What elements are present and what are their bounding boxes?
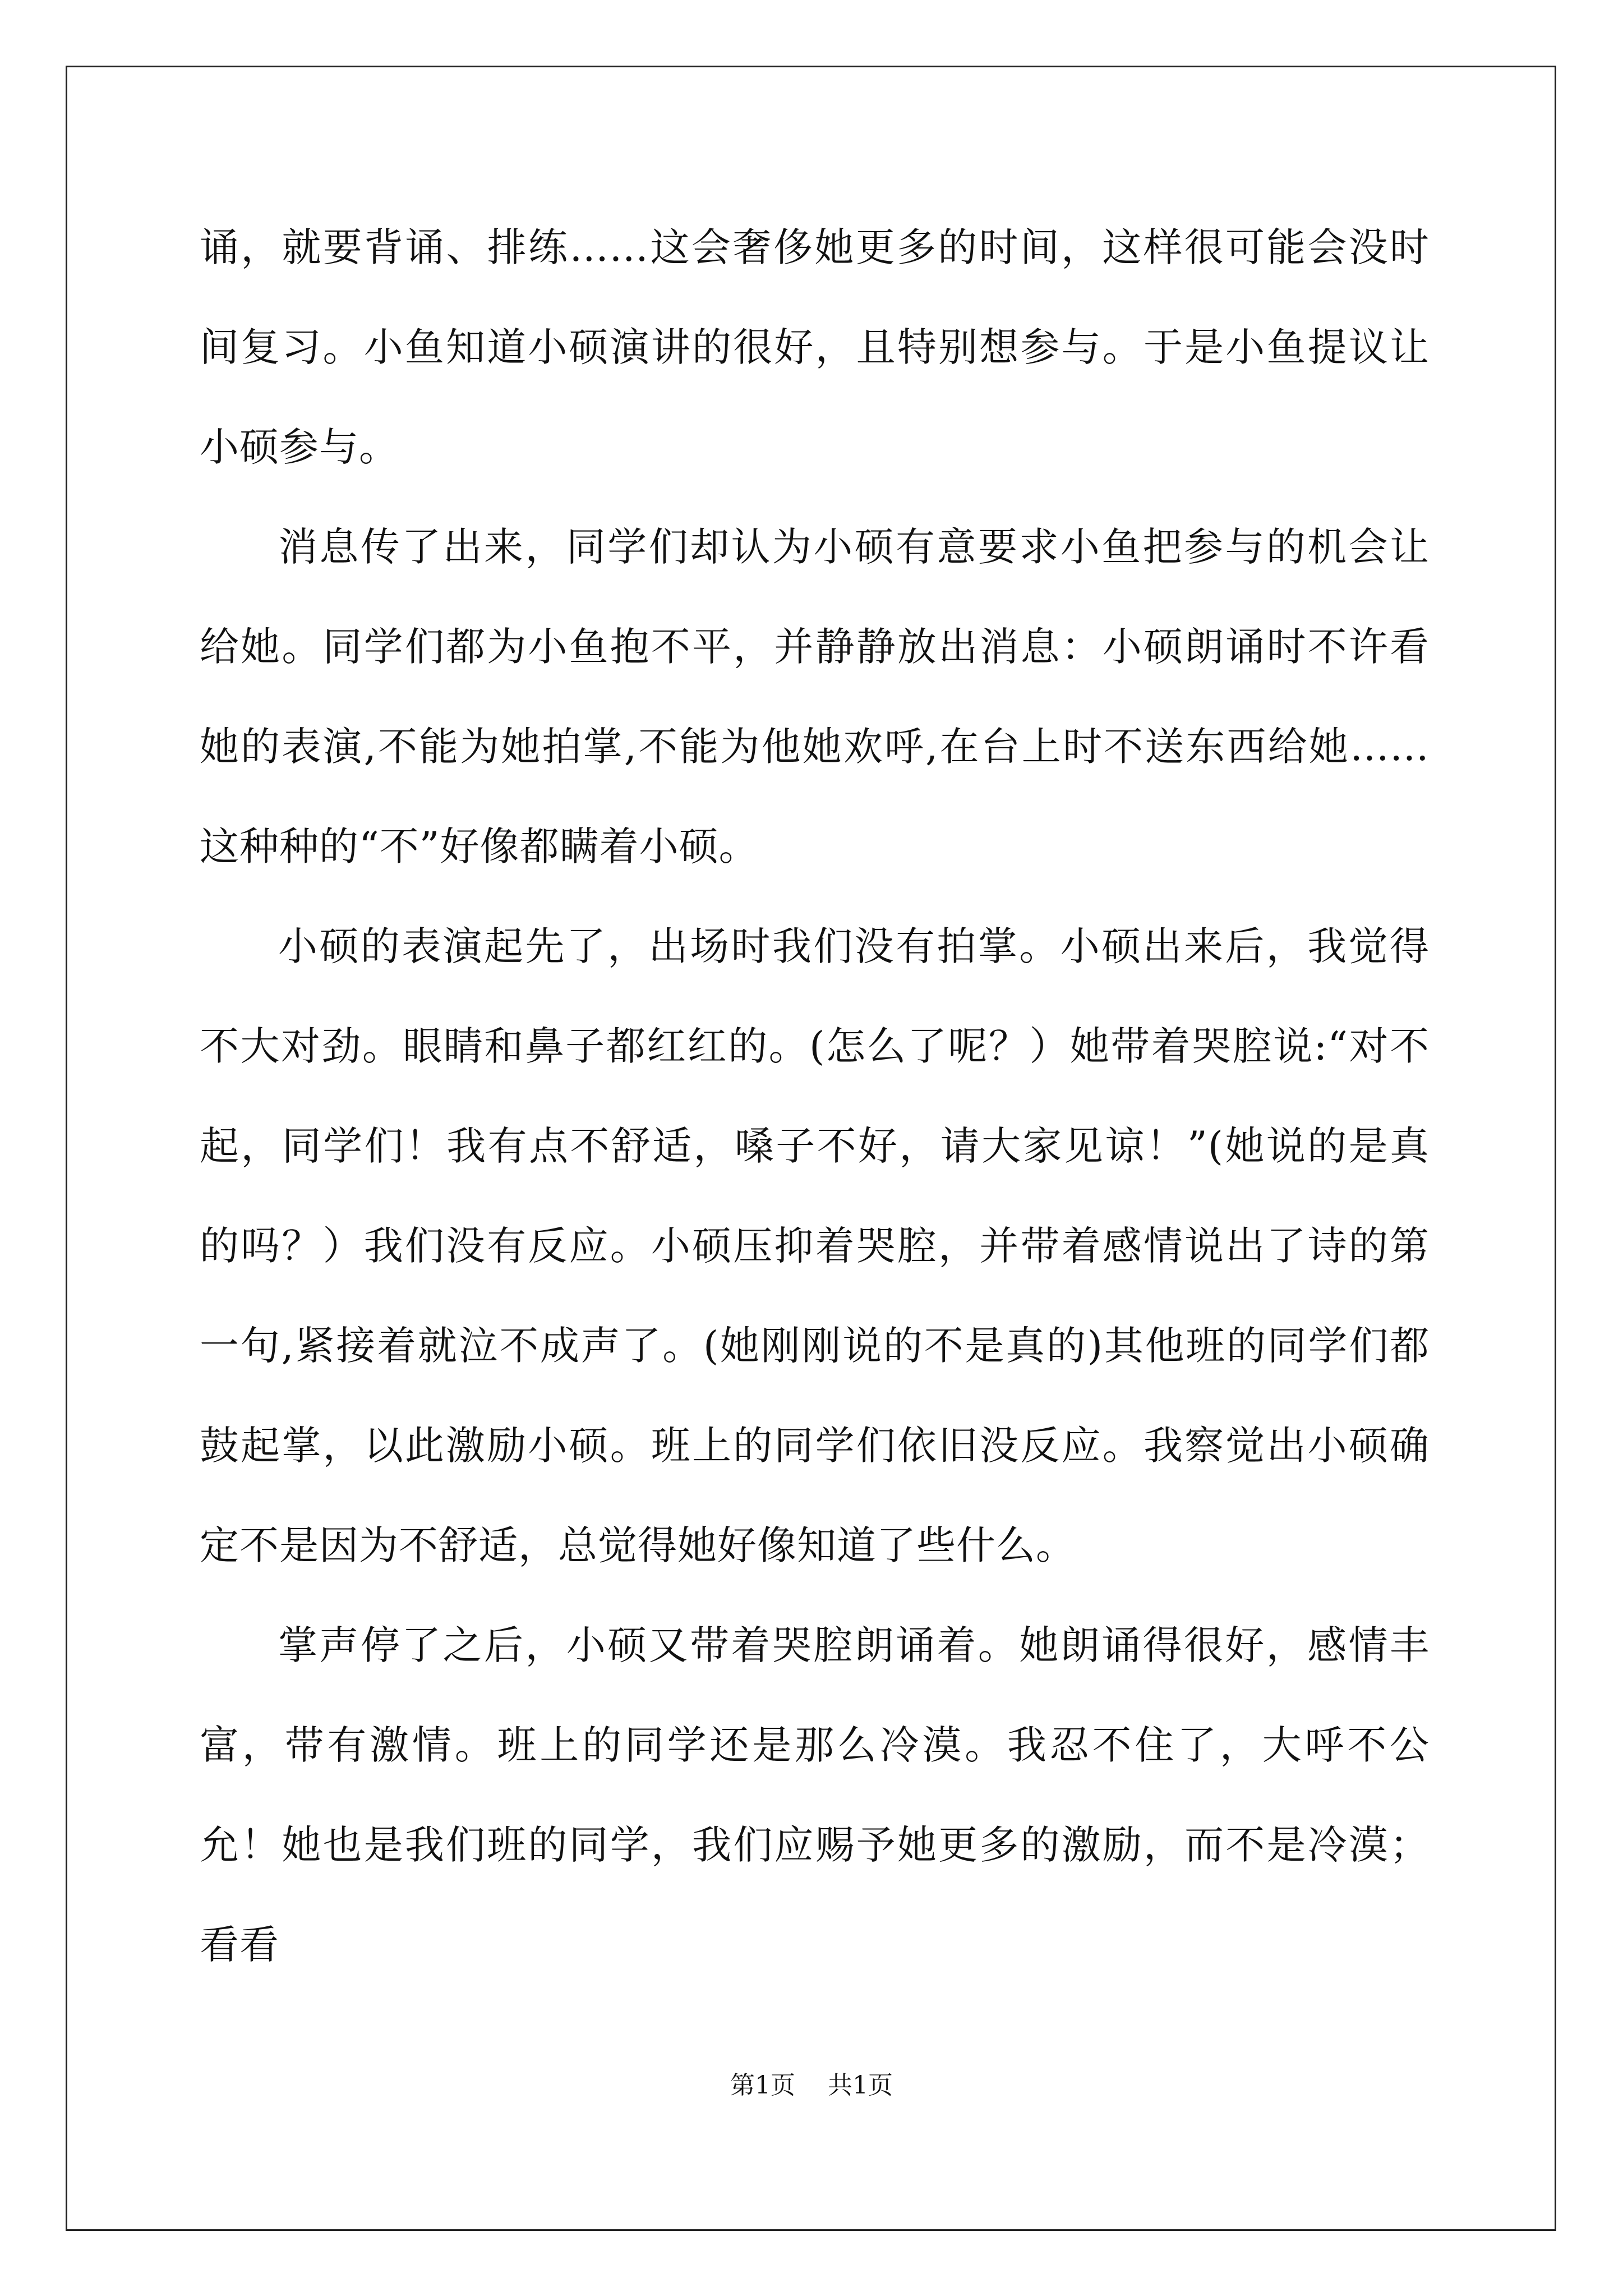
paragraph-1: 诵，就要背诵、排练……这会奢侈她更多的时间，这样很可能会没时间复习。小鱼知道小硕演讲的很好，且特别想参与。于是小鱼提议让小硕参与。 bbox=[200, 224, 1430, 470]
paragraph-2: 消息传了出来，同学们却认为小硕有意要求小鱼把参与的机会让给她。同学们都为小鱼抱不平，并静静放出消息：小硕朗诵时不许看她的表演,不能为她拍掌,不能为他她欢呼,在台上时不送东西给她……这种种的“不”好像都瞒着小硕。 bbox=[200, 524, 1430, 869]
paragraph-4: 掌声停了之后，小硕又带着哭腔朗诵着。她朗诵得很好，感情丰富，带有激情。班上的同学还是那么冷漠。我忍不住了，大呼不公允！她也是我们班的同学，我们应赐予她更多的激励，而不是冷漠；看看 bbox=[200, 1622, 1430, 1968]
page-footer bbox=[0, 2069, 1623, 2102]
document-body bbox=[200, 197, 1430, 1995]
paragraph-3: 小硕的表演起先了，出场时我们没有拍掌。小硕出来后，我觉得不大对劲。眼睛和鼻子都红红的。(怎么了呢？）她带着哭腔说:“对不起，同学们！我有点不舒适，嗓子不好，请大家见谅！”(她说的是真的吗？）我们没有反应。小硕压抑着哭腔，并带着感情说出了诗的第一句,紧接着就泣不成声了。(她刚刚说的不是真的)其他班的同学们都鼓起掌，以此激励小硕。班上的同学们依旧没反应。我察觉出小硕确定不是因为不舒适，总觉得她好像知道了些什么。 bbox=[200, 923, 1430, 1568]
page-number: 第1页 bbox=[730, 2071, 795, 2100]
page-total: 共1页 bbox=[828, 2071, 893, 2100]
